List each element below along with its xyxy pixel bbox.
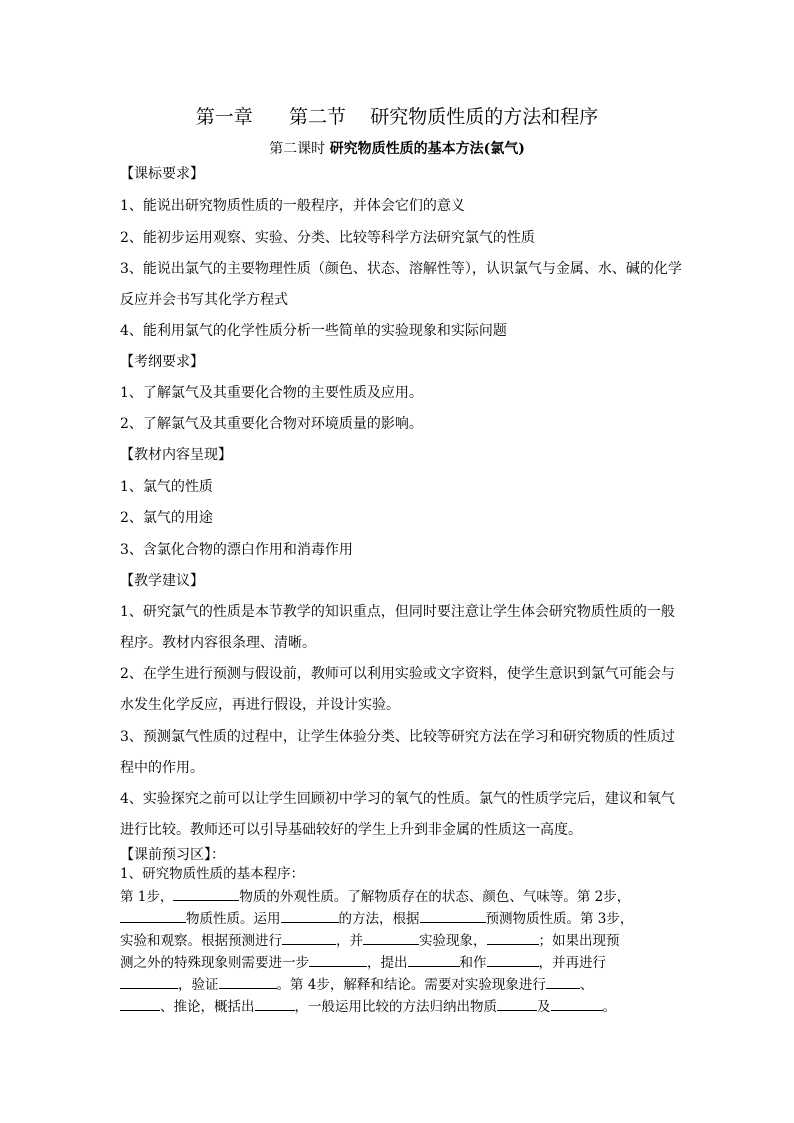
answer-blank[interactable] [281,908,339,923]
fill-text: ；如果出现预 [538,933,620,949]
answer-blank[interactable] [487,930,539,945]
standards-heading: 【课标要求】 [120,166,204,182]
answer-blank[interactable] [551,996,603,1011]
answer-blank[interactable] [309,952,367,967]
lesson-subtitle [0,139,794,159]
fill-text: 第 1步， [120,889,174,905]
fill-text: 及 [537,999,551,1015]
fill-text: 预测物质性质。第 3步， [485,911,634,927]
fill-text: 物质性质。运用 [186,911,281,927]
fill-text: 和作 [459,955,487,971]
teaching-item: 2、在学生进行预测与假设前，教师可以利用实验或文字资料，使学生意识到氯气可能会与 [120,666,675,682]
teaching-item: 1、研究氯气的性质是本节教学的知识重点，但同时要注意让学生体会研究物质性质的一般 [120,604,675,620]
fill-text: 、 [579,977,594,993]
fill-blank-line [120,996,680,1018]
preview-item-title: 1、研究物质性质的基本程序： [120,866,305,882]
fill-text: 测之外的特殊现象则需要进一步 [120,955,309,971]
fill-text: ，验证 [178,977,219,993]
standards-item: 2、能初步运用观察、实验、分类、比较等科学方法研究氯气的性质 [120,230,535,246]
lesson-topic: 研究物质性质的基本方法(氯气) [329,141,525,157]
fill-blank-line [120,952,680,974]
exam-item: 1、了解氯气及其重要化合物的主要性质及应用。 [120,385,423,401]
answer-blank[interactable] [120,908,186,923]
content-heading: 【教材内容呈现】 [120,447,232,463]
answer-blank[interactable] [546,974,580,989]
teaching-item: 水发生化学反应，再进行假设，并设计实验。 [120,697,400,713]
answer-blank[interactable] [282,930,336,945]
chapter-title: 第一章 第二节 研究物质性质的方法和程序 [195,106,599,128]
standards-item: 1、能说出研究物质性质的一般程序，并体会它们的意义 [120,198,465,214]
content-item: 1、氯气的性质 [120,479,213,495]
standards-item: 反应并会书写其化学方程式 [120,292,288,308]
teaching-item: 程中的作用。 [120,760,204,776]
preview-heading: 【课前预习区】： [120,847,225,863]
fill-blank-line [120,974,680,996]
answer-blank[interactable] [408,952,460,967]
teaching-item: 4、实验探究之前可以让学生回顾初中学习的氧气的性质。氯气的性质学完后，建议和氧气 [120,791,675,807]
standards-item: 3、能说出氯气的主要物理性质（颜色、状态、溶解性等），认识氯气与金属、水、碱的化学 [120,261,682,277]
fill-text: 。 [602,999,616,1015]
fill-text: 实验和观察。根据预测进行 [120,933,282,949]
answer-blank[interactable] [487,952,539,967]
answer-blank[interactable] [120,974,178,989]
lesson-number: 第二课时 [269,141,326,157]
exam-heading: 【考纲要求】 [120,354,204,370]
fill-text: 。第 4步，解释和结论。需要对实验现象进行 [276,977,546,993]
answer-blank[interactable] [173,886,239,901]
fill-text: ，并 [336,933,363,949]
fill-text: 、推论，概括出 [160,999,255,1015]
fill-text: ，提出 [367,955,408,971]
teaching-heading: 【教学建议】 [120,573,204,589]
content-item: 2、氯气的用途 [120,510,213,526]
teaching-item: 进行比较。教师还可以引导基础较好的学生上升到非金属的性质这一高度。 [120,822,582,838]
standards-item: 4、能利用氯气的化学性质分析一些简单的实验现象和实际问题 [120,323,507,339]
fill-text: 物质的外观性质。了解物质存在的状态、颜色、气味等。第 2步， [239,889,631,905]
teaching-item: 3、预测氯气性质的过程中，让学生体验分类、比较等研究方法在学习和研究物质的性质过 [120,729,675,745]
answer-blank[interactable] [255,996,295,1011]
answer-blank[interactable] [219,974,277,989]
answer-blank[interactable] [120,996,160,1011]
fill-text: ，并再进行 [538,955,606,971]
fill-blank-line [120,908,680,930]
answer-blank[interactable] [363,930,419,945]
answer-blank[interactable] [420,908,486,923]
fill-text: 实验现象， [419,933,487,949]
answer-blank[interactable] [497,996,537,1011]
content-item: 3、含氯化合物的漂白作用和消毒作用 [120,542,353,558]
fill-blank-line [120,930,680,952]
exam-item: 2、了解氯气及其重要化合物对环境质量的影响。 [120,416,423,432]
fill-blank-line [120,886,680,908]
fill-text: 的方法，根据 [338,911,420,927]
fill-text: ，一般运用比较的方法归纳出物质 [294,999,497,1015]
teaching-item: 程序。教材内容很条理、清晰。 [120,635,316,651]
